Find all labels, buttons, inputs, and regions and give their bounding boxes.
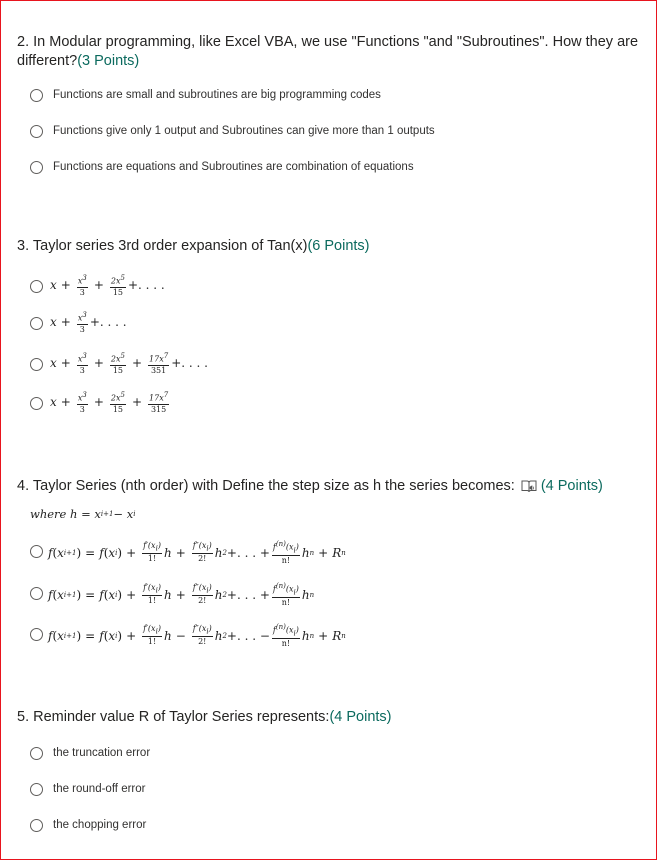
q5-option-2-label[interactable]: the round-off error	[53, 783, 146, 795]
question-3-text: Taylor series 3rd order expansion of Tan(x)	[32, 238, 308, 254]
where-minus: − x	[113, 507, 134, 521]
q3-option-1-formula[interactable]: x + $\frac{x^3}{3}$ + $\frac{2x^5}{15}$ +. . . .	[50, 274, 165, 297]
q3-option-4-radio[interactable]	[30, 397, 43, 410]
q5-option-1-label[interactable]: the truncation error	[53, 747, 151, 759]
q5-option-3-radio[interactable]	[30, 819, 43, 832]
question-4-points: (4 Points)	[540, 478, 603, 494]
where-sub-1: i+1	[100, 510, 114, 518]
q2-option-2-label[interactable]: Functions give only 1 output and Subroutines can give more than 1 outputs	[53, 125, 435, 137]
question-2-title	[17, 33, 642, 71]
question-5-points: (4 Points)	[329, 709, 392, 725]
q2-option-2-radio[interactable]	[30, 125, 43, 138]
question-5-text: Reminder value R of Taylor Series represents:	[33, 709, 330, 725]
q3-option-1-radio[interactable]	[30, 280, 43, 293]
q3-option-2-formula[interactable]: x + $\frac{x^3}{3}$ +. . . .	[50, 311, 127, 334]
q2-option-3-radio[interactable]	[30, 161, 43, 174]
q3-option-2-radio[interactable]	[30, 317, 43, 330]
q3-option-3-radio[interactable]	[30, 358, 43, 371]
question-2-number: 2.	[17, 34, 30, 50]
q5-option-1-radio[interactable]	[30, 747, 43, 760]
q4-where-definition	[30, 507, 135, 521]
question-2-text: In Modular programming, like Excel VBA, we use "Functions "and "Subroutines". How they are different?	[17, 34, 639, 69]
question-4-title	[17, 477, 637, 496]
question-3-title	[17, 237, 370, 256]
q5-option-3-label[interactable]: the chopping error	[53, 819, 147, 831]
q4-option-2-radio[interactable]	[30, 587, 43, 600]
question-5-title	[17, 708, 392, 727]
q4-option-3-radio[interactable]	[30, 628, 43, 641]
q2-option-3-label[interactable]: Functions are equations and Subroutines are combination of equations	[53, 161, 414, 173]
question-2-points: (3 Points)	[77, 53, 140, 69]
where-text: where h = x	[30, 507, 101, 521]
question-5-number: 5.	[17, 709, 30, 725]
q2-option-1-label[interactable]: Functions are small and subroutines are big programming codes	[53, 89, 381, 101]
question-3-number: 3.	[17, 238, 30, 254]
q2-option-1-radio[interactable]	[30, 89, 43, 102]
q3-option-4-formula[interactable]: x + $\frac{x^3}{3}$ + $\frac{2x^5}{15}$ + $\frac{17x^7}{315}$	[50, 391, 169, 414]
where-sub-2: i	[133, 510, 136, 518]
question-4-number: 4.	[17, 478, 30, 494]
question-3-points: (6 Points)	[307, 238, 370, 254]
q4-option-1-formula[interactable]: f ( x i+1 ) = f ( x i ) + $\frac{f'(x_i)}{1!}$ h + $\frac{f''(x_i)}{2!}$ h 2 +. . . + $\frac{f^{(n)}(x_i)}{n!}$ h n + R n	[48, 540, 346, 566]
q5-option-2-radio[interactable]	[30, 783, 43, 796]
q4-option-1-radio[interactable]	[30, 545, 43, 558]
q4-option-3-formula[interactable]: f ( x i+1 ) = f ( x i ) + $\frac{f'(x_i)}{1!}$ h − $\frac{f''(x_i)}{2!}$ h 2 +. . . − $\frac{f^{(n)}(x_i)}{n!}$ h n + R n	[48, 623, 346, 649]
immersive-reader-icon[interactable]	[521, 479, 537, 493]
q3-option-3-formula[interactable]: x + $\frac{x^3}{3}$ + $\frac{2x^5}{15}$ + $\frac{17x^7}{351}$ +. . . .	[50, 352, 208, 375]
question-4-text: Taylor Series (nth order) with Define the step size as h the series becomes:	[32, 478, 515, 494]
q4-option-2-formula[interactable]: f ( x i+1 ) = f ( x i ) + $\frac{f'(x_i)}{1!}$ h + $\frac{f''(x_i)}{2!}$ h 2 +. . . + $\frac{f^{(n)}(x_i)}{n!}$ h n	[48, 582, 315, 608]
